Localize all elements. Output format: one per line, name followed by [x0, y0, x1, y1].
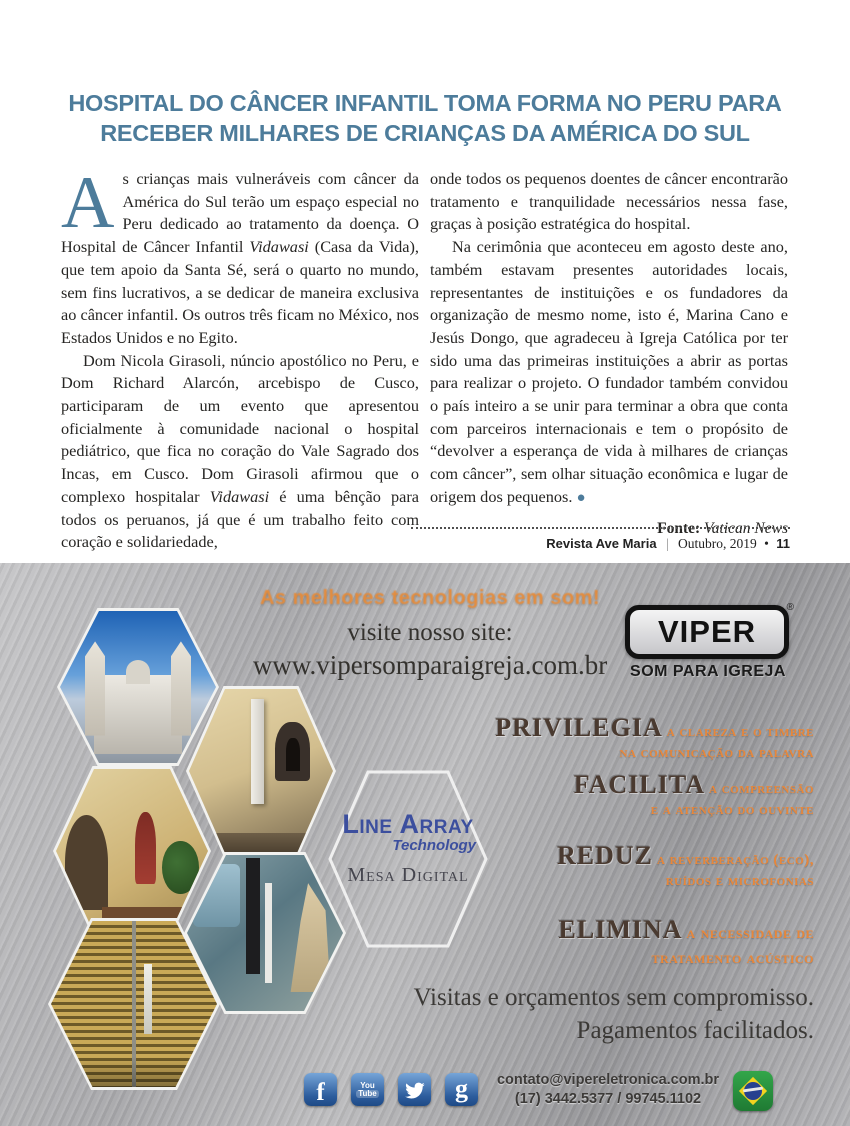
paragraph-3: onde todos os pequenos doentes de câncer encontrarão tratamento e tranquilidade necessários nessa fase, graças à posição estratégica do hospital. [430, 169, 788, 234]
drop-cap: A [61, 162, 115, 244]
benefit-text-line2: e a atenção do ouvinte [650, 802, 814, 818]
ad-tagline: As melhores tecnologias em som! [259, 587, 601, 609]
benefit-text-line1: a necessidade de [686, 922, 814, 942]
hex-photo-church-interior [186, 686, 336, 856]
mural-angel [281, 883, 331, 992]
contact-block [492, 1071, 724, 1109]
viper-advertisement [0, 563, 850, 1126]
paragraph-2 [61, 350, 419, 554]
benefit-text-line1: a clareza e o timbre [666, 724, 814, 740]
end-bullet: ● [576, 489, 586, 506]
closing-line-2: Pagamentos facilitados. [576, 1017, 814, 1044]
line-array-speaker-bar [246, 858, 260, 973]
gate-shadow [51, 1057, 217, 1087]
benefit-keyword: ELIMINA [558, 915, 683, 944]
benefit-text-line2: tratamento acústico [651, 947, 814, 967]
closing-line-1: Visitas e orçamentos sem compromisso. [413, 984, 814, 1011]
paragraph-2-text-cont: é uma bênção para todos os peruanos, já que é um trabalho feito com coração e solidariedade, [61, 486, 420, 552]
youtube-glyph [356, 1082, 379, 1098]
benefit-text-line2: ruídos e microfonias [665, 873, 814, 889]
article-column-right [430, 168, 788, 540]
jesus-statue-photo [56, 769, 208, 933]
benefit-keyword: FACILITA [573, 770, 706, 799]
viper-logo-subtitle: SOM PARA IGREJA [630, 663, 786, 680]
google-icon [445, 1073, 478, 1106]
italic-term: Vidawasi [209, 486, 270, 506]
benefit-text-line2: na comunicação da palavra [619, 745, 814, 761]
footer [546, 536, 790, 552]
paragraph-1-text-cont: (Casa da Vida), que tem apoio da Santa Sé, será o quarto no mundo, sem fins lucrativos, a se dedicar de maneira exclusiva ao câncer infantil. Os outros três ficam no México, nos Estados Unidos e no Egito. [61, 237, 419, 347]
closing-offer [354, 981, 814, 1047]
line-array-title: Line Array [342, 809, 474, 839]
church-interior-photo [189, 689, 333, 853]
benefit-keyword: PRIVILEGIA [495, 713, 663, 742]
interior-floor [189, 833, 333, 853]
church-dome [126, 660, 151, 684]
gate-handle [144, 964, 152, 1034]
article-column-left [61, 162, 420, 554]
benefit-text-line1: a compreensão [709, 781, 814, 797]
paragraph-2-text: Dom Nicola Girasoli, núncio apostólico no Peru, e Dom Richard Alarcón, arcebispo de Cusco, participaram de um evento que apresentou oficialmente à comunidade nacional o hospital pediátrico, que fica no coração do Vale Sagrado dos Incas, em Cusco. Dom Girasoli afirmou que o complexo hospitalar [61, 350, 419, 506]
youtube-text-top: You [360, 1080, 375, 1090]
paragraph-1-text: s crianças mais vulneráveis com câncer da América do Sul terão um espaço especial no Peru dedicado ao tratamento da doença. O Hospital de Câncer Infantil [61, 169, 419, 257]
twitter-icon [398, 1073, 431, 1106]
italic-term: Vidawasi [249, 237, 309, 257]
alcove-statue [286, 738, 300, 771]
contact-phone: (17) 3442.5377 / 99745.1102 [514, 1091, 702, 1107]
visit-site-label: visite nosso site: [347, 619, 513, 646]
paragraph-4-text: Na cerimônia que aconteceu em agosto deste ano, também estavam presentes autoridades locais, representantes de instituições e os fundadores da organização de mesmo nome, isto é, Marina Cano e Jesús Dongo, que agradeceu à Igreja Católica por ter sido uma das primeiras instituições a abrir as portas para realizar o projeto. O fundador também convidou o país inteiro a se unir para terminar a obra que conta com parceiros internacionais e tem o propósito de “devolver a esperança de vida à milhares de crianças com câncer”, sem olhar situação econômica e lugar de origem dos pequenos. [430, 237, 788, 506]
church-facade [94, 675, 181, 754]
speaker-column [251, 699, 264, 804]
facebook-glyph: f [316, 1078, 325, 1106]
source-value: Vatican News [704, 519, 788, 537]
viper-logo [625, 602, 794, 659]
church-tower-right [171, 641, 191, 735]
paragraph-1 [61, 162, 419, 350]
green-plant [162, 841, 198, 893]
footer-dotted-rule [411, 527, 790, 529]
church-tower-left [85, 641, 105, 735]
benefit-elimina [434, 915, 814, 968]
brazil-flag-icon [733, 1071, 773, 1111]
paragraph-4 [430, 236, 788, 509]
twitter-bird-glyph [404, 1079, 426, 1101]
facebook-icon [304, 1073, 337, 1106]
article-headline: HOSPITAL DO CÂNCER INFANTIL TOMA FORMA NO PERU PARA RECEBER MILHARES DE CRIANÇAS DA AMÉRICA DO SUL [68, 90, 782, 146]
magazine-name: Revista Ave Maria [546, 536, 657, 551]
social-icons-row [304, 1073, 478, 1106]
dark-archway [65, 815, 108, 910]
line-array-technology: Technology [392, 837, 476, 854]
red-robed-statue [135, 812, 156, 884]
website-url: www.vipersomparaigreja.com.br [252, 650, 608, 680]
benefit-privilegia [434, 713, 814, 762]
youtube-icon [351, 1073, 384, 1106]
page-number: 11 [776, 536, 790, 551]
viper-brand-text: VIPER [657, 614, 757, 649]
speaker-white-strip [265, 883, 272, 983]
benefit-reduz [434, 841, 814, 890]
issue-date: Outubro, 2019 [678, 536, 757, 551]
benefit-facilita [434, 770, 814, 819]
footer-dot: • [764, 536, 769, 551]
mesa-digital-label: Mesa Digital [347, 864, 469, 886]
registered-mark: ® [786, 602, 794, 613]
footer-separator: | [665, 536, 669, 551]
contact-email: contato@vipereletronica.com.br [496, 1072, 720, 1088]
benefit-text-line1: a reverberação (eco), [656, 852, 814, 868]
benefit-keyword: REDUZ [556, 841, 653, 870]
google-glyph: g [455, 1073, 468, 1103]
youtube-text-bottom: Tube [358, 1088, 377, 1098]
source-label: Fonte: [657, 519, 701, 537]
hex-photo-jesus-statue [53, 766, 211, 936]
